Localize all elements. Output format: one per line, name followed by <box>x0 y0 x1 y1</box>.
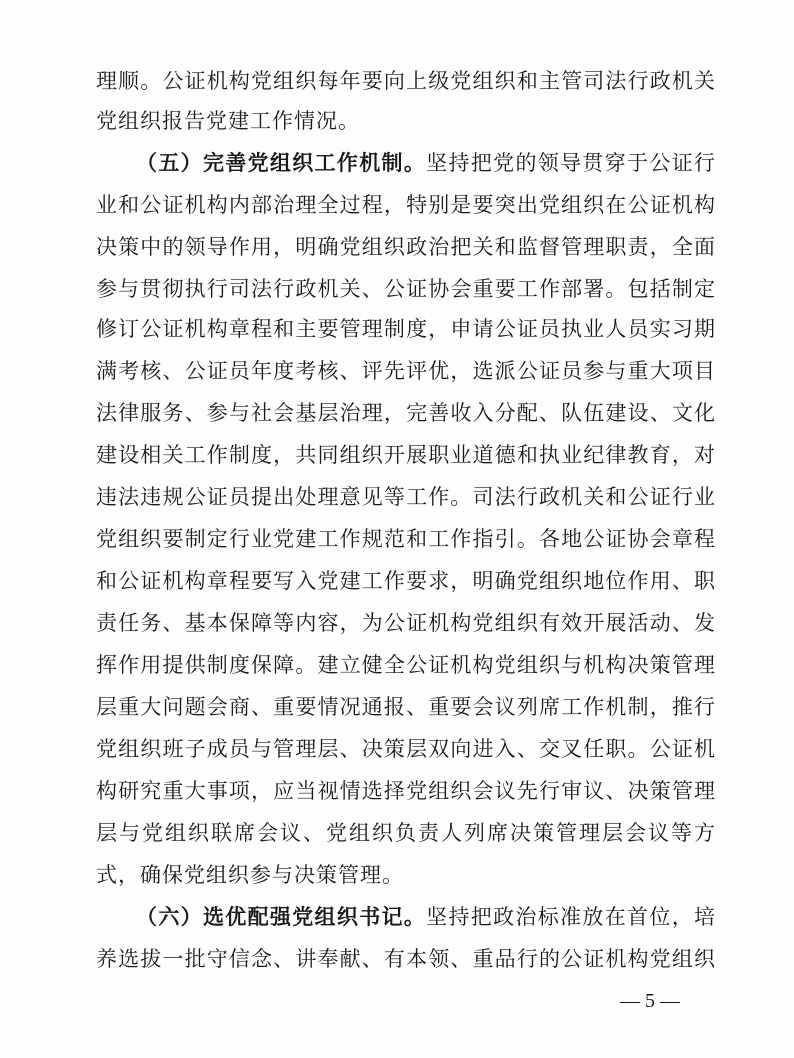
text-line: 和公证机构章程要写入党建工作要求，明确党组织地位作用、职 <box>96 569 716 593</box>
text-line: 业和公证机构内部治理全过程，特别是要突出党组织在公证机构 <box>96 193 716 217</box>
text-line: 修订公证机构章程和主要管理制度，申请公证员执业人员实习期 <box>96 317 716 341</box>
text-line: 式，确保党组织参与决策管理。 <box>96 863 404 887</box>
page-number: — 5 — <box>620 990 680 1012</box>
text-line: 理顺。公证机构党组织每年要向上级党组织和主管司法行政机关 <box>96 69 716 93</box>
section-6-paragraph-start <box>136 898 716 936</box>
section-5-paragraph-start <box>136 144 716 182</box>
text-line: 违法违规公证员提出处理意见等工作。司法行政机关和公证行业 <box>96 485 716 509</box>
text-line: 满考核、公证员年度考核、评先评优，选派公证员参与重大项目 <box>96 359 716 383</box>
text-line: 党组织班子成员与管理层、决策层双向进入、交叉任职。公证机 <box>96 737 716 761</box>
text-line: 党组织报告党建工作情况。 <box>96 109 360 133</box>
text-line: 构研究重大事项，应当视情选择党组织会议先行审议、决策管理 <box>96 779 716 803</box>
section-5-heading: （五）完善党组织工作机制。 <box>136 150 427 175</box>
text-line: 坚持把党的领导贯穿于公证行 <box>426 151 716 175</box>
text-line: 法律服务、参与社会基层治理，完善收入分配、队伍建设、文化 <box>96 401 716 425</box>
text-line: 养选拔一批守信念、讲奉献、有本领、重品行的公证机构党组织 <box>96 947 716 971</box>
text-line: 决策中的领导作用，明确党组织政治把关和监督管理职责，全面 <box>96 235 716 259</box>
text-line: 层重大问题会商、重要情况通报、重要会议列席工作机制，推行 <box>96 695 716 719</box>
text-line: 挥作用提供制度保障。建立健全公证机构党组织与机构决策管理 <box>96 653 716 677</box>
text-line: 建设相关工作制度，共同组织开展职业道德和执业纪律教育，对 <box>96 443 716 467</box>
text-line: 层与党组织联席会议、党组织负责人列席决策管理层会议等方 <box>96 821 716 845</box>
text-line: 党组织要制定行业党建工作规范和工作指引。各地公证协会章程 <box>96 527 716 551</box>
text-line: 参与贯彻执行司法行政机关、公证协会重要工作部署。包括制定 <box>96 277 716 301</box>
text-line: 责任务、基本保障等内容，为公证机构党组织有效开展活动、发 <box>96 611 716 635</box>
section-6-heading: （六）选优配强党组织书记。 <box>136 904 427 929</box>
text-line: 坚持把政治标准放在首位，培 <box>426 905 716 929</box>
